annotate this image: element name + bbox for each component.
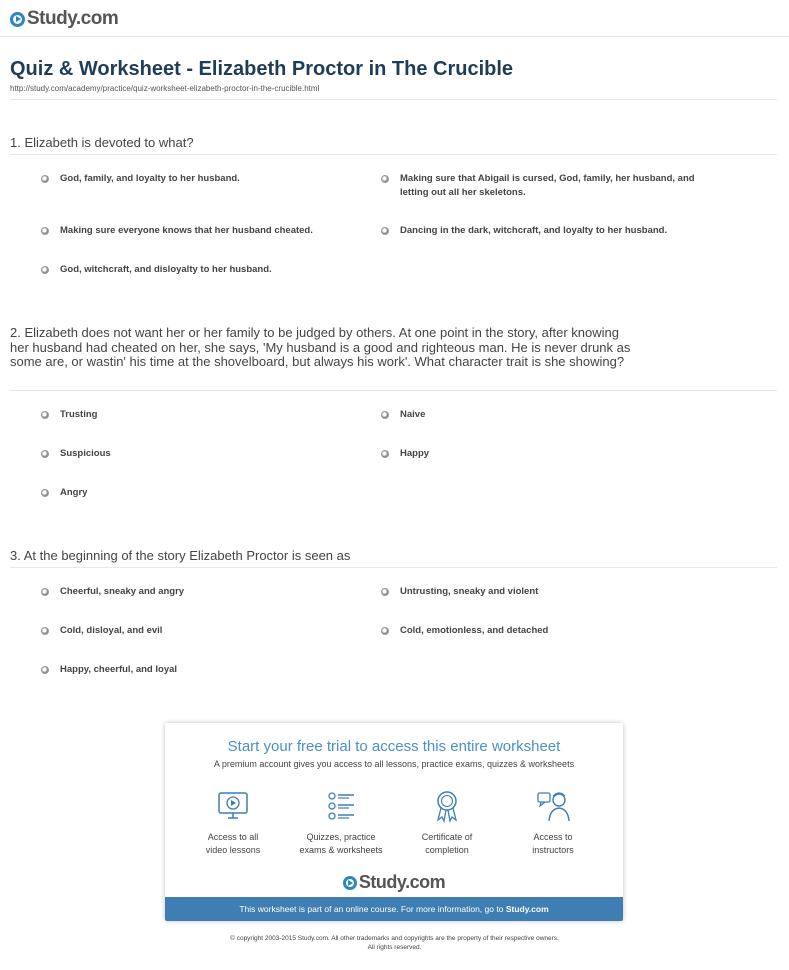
promo-bar-link[interactable]: Study.com [505, 904, 549, 914]
instructor-icon [536, 789, 570, 823]
promo-title[interactable]: Start your free trial to access this entire worksheet [227, 738, 561, 755]
video-lesson-icon [216, 789, 250, 823]
promo-logo-text: Study.com [358, 872, 446, 892]
promo-subtitle: A premium account gives you access to all lessons, practice exams, quizzes & worksheets [213, 759, 575, 769]
question-2-divider [10, 390, 777, 391]
header-divider [0, 36, 789, 37]
radio-icon[interactable] [41, 450, 49, 458]
radio-icon[interactable] [41, 411, 49, 419]
quiz-list-icon [324, 789, 358, 823]
question-2: 2. Elizabeth does not want her or her family to be judged by others. At one point in the story, after knowing her husband had cheated on her, she says, 'My husband is a good and righteous man. He is never drunk as some are, or wastin' his time at the shovelboard, but always his work'. What character trait is she showing? [10, 325, 631, 369]
radio-icon[interactable] [41, 588, 49, 596]
answer-option[interactable]: Trusting [41, 408, 360, 422]
copyright-line: All rights reserved. [367, 944, 422, 951]
answer-option[interactable]: God, witchcraft, and disloyalty to her husband. [41, 263, 360, 277]
answer-option[interactable]: Cheerful, sneaky and angry [41, 585, 360, 599]
site-logo[interactable] [10, 6, 118, 32]
question-3-divider [10, 567, 777, 568]
answer-option[interactable]: Making sure everyone knows that her husband cheated. [41, 224, 360, 238]
feature-video-lessons [183, 789, 283, 857]
answer-option[interactable]: Suspicious [41, 447, 360, 461]
feature-label: completion [425, 845, 469, 855]
answer-option[interactable]: Happy, cheerful, and loyal [41, 663, 360, 677]
answer-option[interactable]: Cold, disloyal, and evil [41, 624, 360, 638]
answer-option[interactable]: Dancing in the dark, witchcraft, and loyalty to her husband. [381, 224, 700, 238]
radio-icon[interactable] [41, 227, 49, 235]
answer-option[interactable]: Untrusting, sneaky and violent [381, 585, 700, 599]
feature-label: video lessons [205, 845, 261, 855]
radio-icon[interactable] [41, 627, 49, 635]
feature-label: Access to all [207, 832, 259, 842]
question-1-divider [10, 154, 777, 155]
feature-quizzes [291, 789, 391, 857]
radio-icon[interactable] [381, 588, 389, 596]
feature-label: Quizzes, practice [306, 832, 376, 842]
feature-label: instructors [532, 845, 574, 855]
radio-icon[interactable] [381, 450, 389, 458]
radio-icon[interactable] [41, 666, 49, 674]
radio-icon[interactable] [381, 627, 389, 635]
feature-instructors [503, 789, 603, 857]
promo-info-bar [165, 897, 623, 921]
radio-icon[interactable] [381, 175, 389, 183]
radio-icon[interactable] [381, 227, 389, 235]
certificate-icon [430, 789, 464, 823]
play-icon [343, 876, 357, 890]
promo-bar-text: This worksheet is part of an online course. For more information, go to [239, 904, 506, 914]
title-divider [10, 99, 777, 100]
play-icon [10, 12, 25, 27]
premium-promo-box [165, 723, 623, 921]
feature-label: exams & worksheets [299, 845, 383, 855]
page-url: http://study.com/academy/practice/quiz-worksheet-elizabeth-proctor-in-the-crucible.html [10, 84, 320, 93]
answer-option[interactable]: Happy [381, 447, 700, 461]
radio-icon[interactable] [41, 266, 49, 274]
logo-text: Study.com [27, 8, 119, 29]
promo-logo[interactable] [165, 872, 623, 893]
question-1: 1. Elizabeth is devoted to what? [10, 135, 194, 150]
answer-option[interactable]: Making sure that Abigail is cursed, God, family, her husband, and letting out all her skeletons. [381, 172, 700, 200]
question-3: 3. At the beginning of the story Elizabeth Proctor is seen as [10, 548, 351, 563]
answer-option[interactable]: Naive [381, 408, 700, 422]
feature-label: Certificate of [421, 832, 473, 842]
feature-certificate [397, 789, 497, 857]
copyright-footer [0, 934, 789, 952]
page-title: Quiz & Worksheet - Elizabeth Proctor in The Crucible [10, 58, 514, 80]
radio-icon[interactable] [381, 411, 389, 419]
radio-icon[interactable] [41, 175, 49, 183]
answer-option[interactable]: Angry [41, 486, 360, 500]
answer-option[interactable]: Cold, emotionless, and detached [381, 624, 700, 638]
feature-label: Access to [533, 832, 573, 842]
answer-option[interactable]: God, family, and loyalty to her husband. [41, 172, 360, 186]
copyright-line: © copyright 2003-2015 Study.com. All other trademarks and copyrights are the property of their respective owners. [230, 935, 559, 942]
radio-icon[interactable] [41, 489, 49, 497]
